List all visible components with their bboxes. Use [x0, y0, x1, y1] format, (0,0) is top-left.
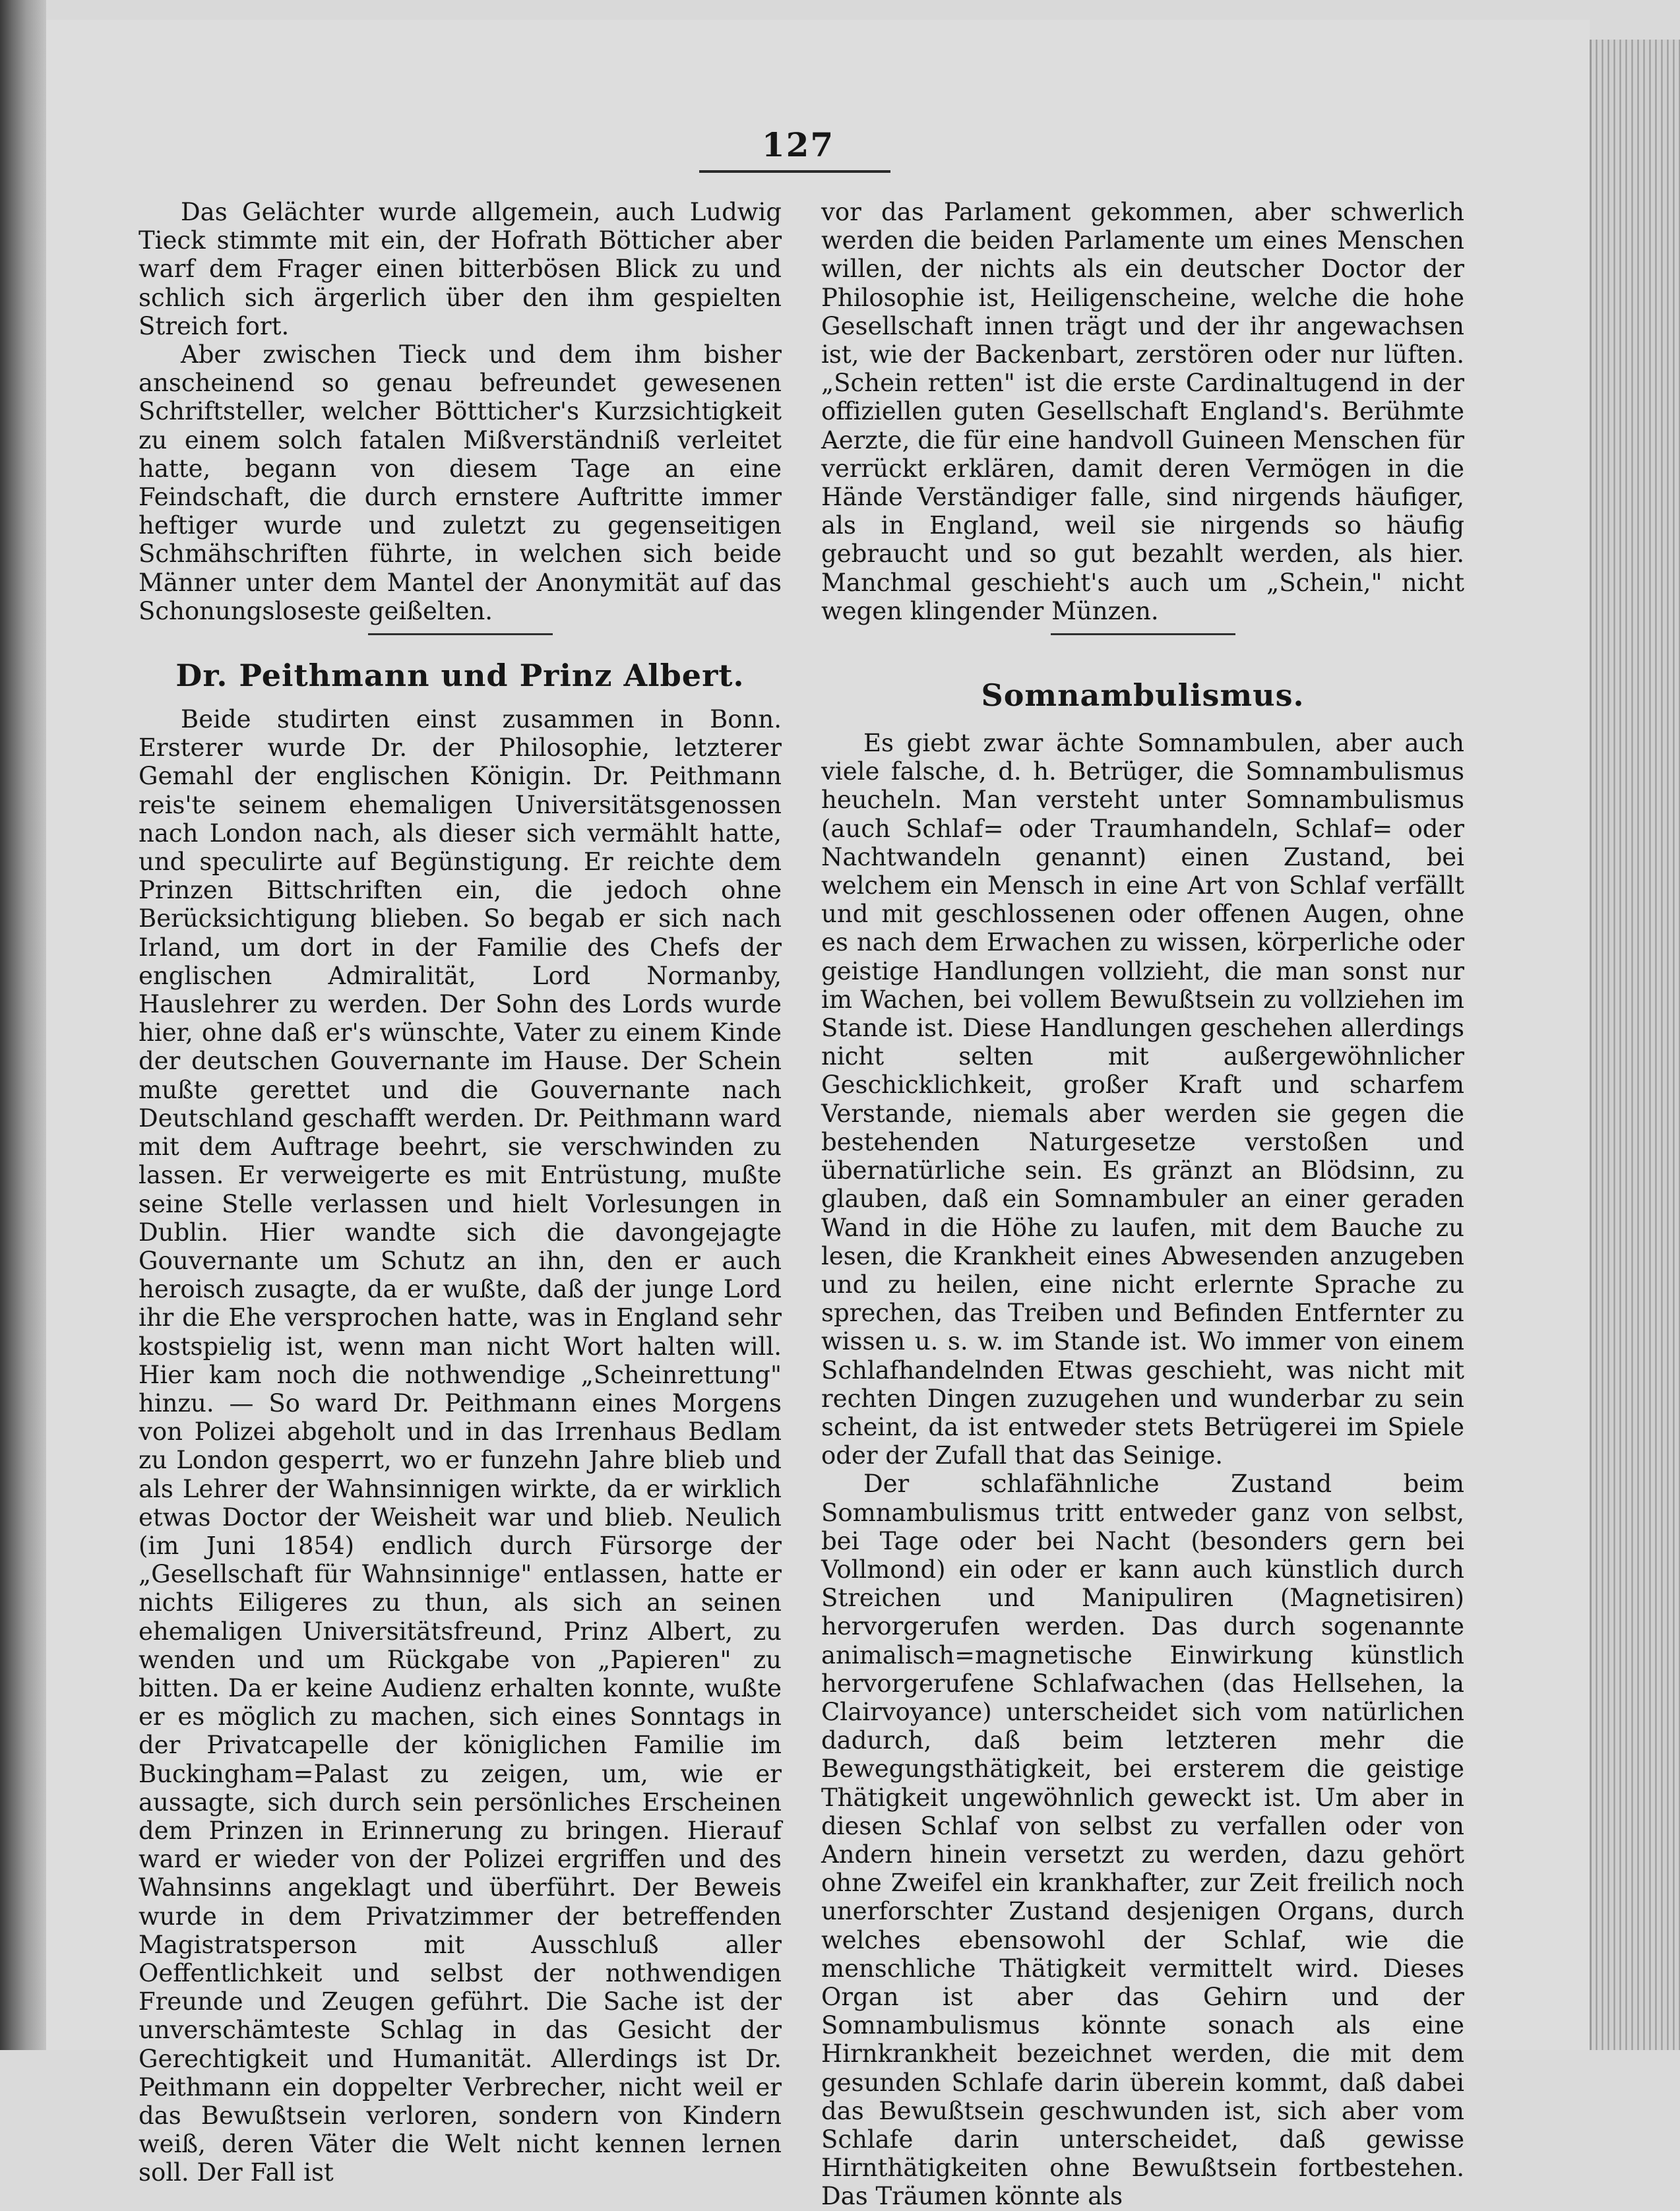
- article-heading: Dr. Peithmann und Prinz Albert.: [175, 658, 745, 694]
- book-gutter: [0, 0, 46, 2050]
- right-column: [821, 198, 1464, 2211]
- paragraph: Aber zwischen Tieck und dem ihm bisher anscheinend so genau befreundet gewesenen Schriftsteller, welcher Böttticher's Kurzsichtigkeit zu einem solch fatalen Mißverständniß verleitet hatte, begann von diesem Tage an eine Feindschaft, die durch ernstere Auftritte immer heftiger wurde und zuletzt zu gegenseitigen Schmähschriften führte, in welchen sich beide Männer unter dem Mantel der Anonymität auf das Schonungsloseste geißelten.: [139, 340, 782, 625]
- page-edges: [1590, 40, 1680, 2050]
- page-number-rule: [699, 170, 890, 173]
- paragraph: Es giebt zwar ächte Somnambulen, aber auch viele falsche, d. h. Betrüger, die Somnambulismus heucheln. Man versteht unter Somnambulismus (auch Schlaf= oder Traumhandeln, Schlaf= oder Nachtwandeln genannt) einen Zustand, bei welchem ein Mensch in eine Art von Schlaf verfällt und mit geschlossenen oder offenen Augen, ohne es nach dem Erwachen zu wissen, körperliche oder geistige Handlungen vollzieht, die man sonst nur im Wachen, bei vollem Bewußtsein zu vollziehen im Stande ist. Diese Handlungen geschehen allerdings nicht selten mit außergewöhnlicher Geschicklichkeit, großer Kraft und scharfem Verstande, niemals aber werden sie gegen die bestehenden Naturgesetze verstoßen und übernatürliche sein. Es gränzt an Blödsinn, zu glauben, daß ein Somnambuler an einer geraden Wand in die Höhe zu laufen, mit dem Bauche zu lesen, die Krankheit eines Abwesenden anzugeben und zu heilen, eine nicht erlernte Sprache zu sprechen, das Treiben und Befinden Entfernter zu wissen u. s. w. im Stande ist. Wo immer von einem Schlafhandelnden Etwas geschieht, was nicht mit rechten Dingen zuzugehen und wunderbar zu sein scheint, da ist entweder stets Betrügerei im Spiele oder der Zufall that das Seinige.: [821, 729, 1464, 1470]
- paragraph: Beide studirten einst zusammen in Bonn. Ersterer wurde Dr. der Philosophie, letzterer Gemahl der englischen Königin. Dr. Peithmann reis'te seinem ehemaligen Universitätsgenossen nach London nach, als dieser sich vermählt hatte, und speculirte auf Begünstigung. Er reichte dem Prinzen Bittschriften ein, die jedoch ohne Berücksichtigung blieben. So begab er sich nach Irland, um dort in der Familie des Chefs der englischen Admiralität, Lord Normanby, Hauslehrer zu werden. Der Sohn des Lords wurde hier, ohne daß er's wünschte, Vater zu einem Kinde der deutschen Gouvernante im Hause. Der Schein mußte gerettet und die Gouvernante nach Deutschland geschafft werden. Dr. Peithmann ward mit dem Auftrage beehrt, sie verschwinden zu lassen. Er verweigerte es mit Entrüstung, mußte seine Stelle verlassen und hielt Vorlesungen in Dublin. Hier wandte sich die davongejagte Gouvernante um Schutz an ihn, den er auch heroisch zusagte, da er wußte, daß der junge Lord ihr die Ehe versprochen hatte, was in England sehr kostspielig ist, wenn man nicht Wort halten will. Hier kam noch die nothwendige „Scheinrettung" hinzu. — So ward Dr. Peithmann eines Morgens von Polizei abgeholt und in das Irrenhaus Bedlam zu London gesperrt, wo er funzehn Jahre blieb und als Lehrer der Wahnsinnigen wirkte, da er wirklich etwas Doctor der Weisheit war und blieb. Neulich (im Juni 1854) endlich durch Fürsorge der „Gesellschaft für Wahnsinnige" entlassen, hatte er nichts Eiligeres zu thun, als sich an seinen ehemaligen Universitätsfreund, Prinz Albert, zu wenden und um Rückgabe von „Papieren" zu bitten. Da er keine Audienz erhalten konnte, wußte er es möglich zu machen, sich eines Sonntags in der Privatcapelle der königlichen Familie im Buckingham=Palast zu zeigen, um, wie er aussagte, sich durch sein persönliches Erscheinen dem Prinzen in Erinnerung zu bringen. Hierauf ward er wieder von der Polizei ergriffen und des Wahnsinns angeklagt und überführt. Der Beweis wurde in dem Privatzimmer der betreffenden Magistratsperson mit Ausschluß aller Oeffentlichkeit und selbst der nothwendigen Freunde und Zeugen geführt. Die Sache ist der unverschämteste Schlag in das Gesicht der Gerechtigkeit und Humanität. Allerdings ist Dr. Peithmann ein doppelter Verbrecher, nicht weil er das Bewußtsein verloren, sondern von Kindern weiß, deren Väter die Welt nicht kennen lernen soll. Der Fall ist: [139, 705, 782, 2187]
- paragraph: vor das Parlament gekommen, aber schwerlich werden die beiden Parlamente um eines Menschen willen, der nichts als ein deutscher Doctor der Philosophie ist, Heiligenscheine, welche die hohe Gesellschaft innen trägt und der ihr angewachsen ist, wie der Backenbart, zerstören oder nur lüften. „Schein retten" ist die erste Cardinaltugend in der offiziellen guten Gesellschaft England's. Berühmte Aerzte, die für eine handvoll Guineen Menschen für verrückt erklären, damit deren Vermögen in die Hände Verständiger falle, sind nirgends häufiger, als in England, weil sie nirgends so häufig gebraucht und so gut bezahlt werden, als hier. Manchmal geschieht's auch um „Schein," nicht wegen klingender Münzen.: [821, 198, 1464, 625]
- left-column: [139, 198, 782, 2187]
- paragraph: Der schlafähnliche Zustand beim Somnambulismus tritt entweder ganz von selbst, bei Tage oder bei Nacht (besonders gern bei Vollmond) ein oder er kann auch künstlich durch Streichen und Manipuliren (Magnetisiren) hervorgerufen werden. Das durch sogenannte animalisch=magnetische Einwirkung künstlich hervorgerufene Schlafwachen (das Hellsehen, la Clairvoyance) unterscheidet sich vom natürlichen dadurch, daß beim letzteren mehr die Bewegungsthätigkeit, bei ersterem die geistige Thätigkeit ungewöhnlich geweckt ist. Um aber in diesen Schlaf von selbst zu verfallen oder von Andern hinein versetzt zu werden, dazu gehört ohne Zweifel ein krankhafter, zur Zeit freilich noch unerforschter Zustand desjenigen Organs, durch welches ebensowohl der Schlaf, wie die menschliche Thätigkeit vermittelt wird. Dieses Organ ist aber das Gehirn und der Somnambulismus könnte sonach als eine Hirnkrankheit bezeichnet werden, die mit dem gesunden Schlafe darin überein kommt, daß dabei das Bewußtsein geschwunden ist, sich aber vom Schlafe darin unterscheidet, daß gewisse Hirnthätigkeiten ohne Bewußtsein fortbestehen. Das Träumen könnte als: [821, 1470, 1464, 2211]
- page-number: 127: [761, 125, 835, 164]
- article-heading: Somnambulismus.: [981, 677, 1305, 714]
- paragraph: Das Gelächter wurde allgemein, auch Ludwig Tieck stimmte mit ein, der Hofrath Bötticher aber warf dem Frager einen bitterbösen Blick zu und schlich sich ärgerlich über den ihm gespielten Streich fort.: [139, 198, 782, 340]
